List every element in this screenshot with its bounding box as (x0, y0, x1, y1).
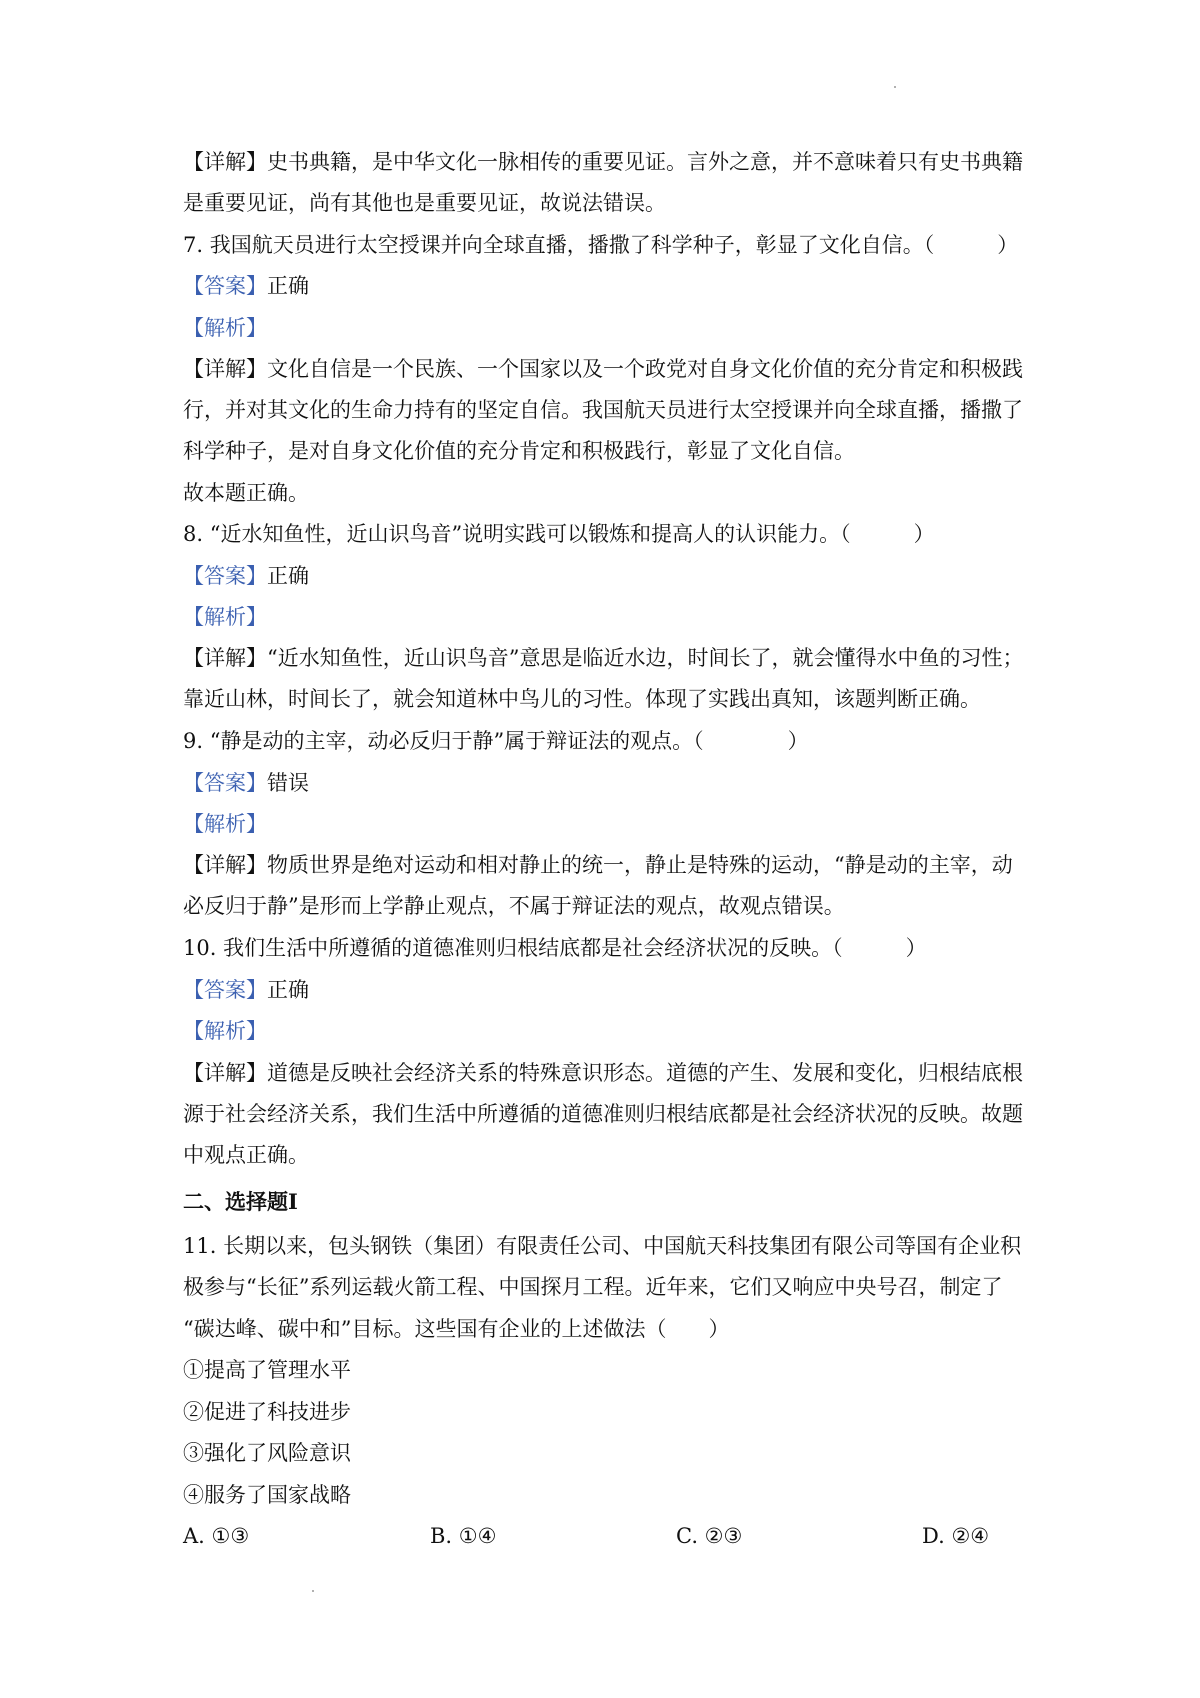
text-line (183, 769, 309, 797)
line-text: 7. 我国航天员进行太空授课并向全球直播，播撒了科学种子，彰显了文化自信。（ ） (183, 233, 1019, 257)
line-text: 二、选择题Ⅰ (183, 1189, 298, 1214)
text-line (183, 1273, 1002, 1301)
section-tag: 【解析】 (183, 812, 267, 836)
line-text: ④服务了国家战略 (183, 1483, 351, 1507)
line-text: 正确 (267, 564, 309, 588)
line-text: 是重要见证，尚有其他也是重要见证，故说法错误。 (183, 191, 666, 215)
text-line (183, 603, 267, 631)
text-line (183, 727, 809, 755)
section-tag: 【解析】 (183, 605, 267, 629)
line-text: “碳达峰、碳中和”目标。这些国有企业的上述做法（ ） (183, 1317, 730, 1341)
line-text: 中观点正确。 (183, 1143, 309, 1167)
text-line (183, 644, 1023, 672)
scan-speck (894, 86, 896, 88)
line-text: 必反归于静”是形而上学静止观点，不属于辩证法的观点，故观点错误。 (183, 894, 845, 918)
line-text: 文化自信是一个民族、一个国家以及一个政党对自身文化价值的充分肯定和积极践 (267, 357, 1023, 381)
section-tag: 【答案】 (183, 564, 267, 588)
text-line (183, 562, 309, 590)
line-text: 11. 长期以来，包头钢铁（集团）有限责任公司、中国航天科技集团有限公司等国有企业积 (183, 1234, 1022, 1258)
text-line (183, 1232, 1021, 1260)
line-text: 源于社会经济关系，我们生活中所遵循的道德准则归根结底都是社会经济状况的反映。故题 (183, 1102, 1023, 1126)
line-text: 正确 (267, 978, 309, 1002)
text-line (183, 1439, 351, 1467)
section-tag: 【答案】 (183, 771, 267, 795)
text-line (183, 1356, 351, 1384)
section-tag: 【详解】 (183, 646, 267, 670)
line-text: 正确 (267, 274, 309, 298)
line-text: 道德是反映社会经济关系的特殊意识形态。道德的产生、发展和变化，归根结底根 (267, 1061, 1023, 1085)
line-text: 8. “近水知鱼性，近山识鸟音”说明实践可以锻炼和提高人的认识能力。（ ） (183, 522, 935, 546)
text-line (183, 148, 1023, 176)
line-text: 错误 (267, 771, 309, 795)
line-text: ②促进了科技进步 (183, 1400, 351, 1424)
section-tag: 【详解】 (183, 853, 267, 877)
text-line (183, 892, 845, 920)
section-tag: 【解析】 (183, 316, 267, 340)
line-text: 极参与“长征”系列运载火箭工程、中国探月工程。近年来，它们又响应中央号召，制定了 (183, 1275, 1003, 1299)
text-line (183, 231, 1018, 259)
section-heading (183, 1188, 298, 1216)
line-text: 靠近山林，时间长了，就会知道林中鸟儿的习性。体现了实践出真知，该题判断正确。 (183, 687, 981, 711)
choice-option: B. ①④ (430, 1524, 497, 1548)
text-line (183, 1141, 309, 1169)
text-line (183, 934, 927, 962)
scan-speck (312, 1590, 314, 1592)
section-tag: 【答案】 (183, 978, 267, 1002)
section-tag: 【答案】 (183, 274, 267, 298)
section-tag: 【详解】 (183, 1061, 267, 1085)
text-line (183, 355, 1023, 383)
text-line (183, 1481, 351, 1509)
text-line (183, 396, 1023, 424)
text-line (183, 1315, 729, 1343)
line-text: 9. “静是动的主宰，动必反归于静”属于辩证法的观点。（ ） (183, 729, 809, 753)
line-text: ①提高了管理水平 (183, 1358, 351, 1382)
choice-option: A. ①③ (183, 1524, 250, 1548)
text-line (183, 314, 267, 342)
line-text: “近水知鱼性，近山识鸟音”意思是临近水边，时间长了，就会懂得水中鱼的习性； (267, 646, 1024, 670)
text-line (183, 520, 935, 548)
line-text: 物质世界是绝对运动和相对静止的统一，静止是特殊的运动，“静是动的主宰，动 (267, 853, 1013, 877)
section-tag: 【解析】 (183, 1019, 267, 1043)
section-tag: 【详解】 (183, 357, 267, 381)
line-text: 行，并对其文化的生命力持有的坚定自信。我国航天员进行太空授课并向全球直播，播撒了 (183, 398, 1023, 422)
section-tag: 【详解】 (183, 150, 267, 174)
text-line (183, 479, 309, 507)
text-line (183, 851, 1013, 879)
text-line (183, 437, 855, 465)
text-line (183, 272, 309, 300)
line-text: 科学种子，是对自身文化价值的充分肯定和积极践行，彰显了文化自信。 (183, 439, 855, 463)
line-text: ③强化了风险意识 (183, 1441, 351, 1465)
text-line (183, 1017, 267, 1045)
text-line (183, 976, 309, 1004)
text-line (183, 1059, 1023, 1087)
text-line (183, 1398, 351, 1426)
text-line (183, 1100, 1023, 1128)
text-line (183, 685, 981, 713)
line-text: 故本题正确。 (183, 481, 309, 505)
line-text: 10. 我们生活中所遵循的道德准则归根结底都是社会经济状况的反映。（ ） (183, 936, 927, 960)
choice-option: C. ②③ (676, 1524, 743, 1548)
choice-option: D. ②④ (922, 1524, 990, 1548)
line-text: 史书典籍，是中华文化一脉相传的重要见证。言外之意，并不意味着只有史书典籍 (267, 150, 1023, 174)
text-line (183, 189, 666, 217)
text-line (183, 810, 267, 838)
